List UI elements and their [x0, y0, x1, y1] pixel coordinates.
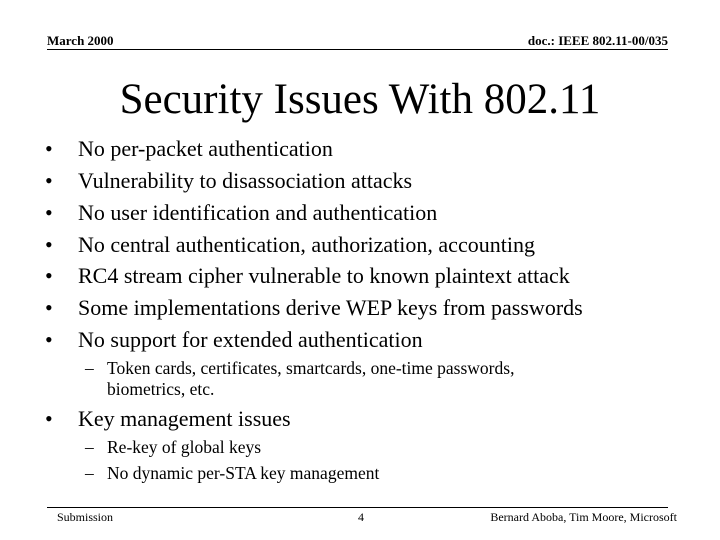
sub-bullet-text: biometrics, etc. — [107, 379, 215, 399]
bullet-marker: • — [45, 200, 53, 225]
bullet-text: No central authentication, authorization, accounting — [78, 232, 535, 257]
bullet-text: Vulnerability to disassociation attacks — [78, 168, 413, 193]
sub-bullet-text: Re-key of global keys — [107, 437, 262, 457]
sub-bullet-text: Token cards, certificates, smartcards, one-time passwords, — [107, 358, 515, 378]
bullet-marker: • — [45, 295, 53, 320]
bullet-text: RC4 stream cipher vulnerable to known plaintext attack — [78, 263, 570, 288]
footer-page-number: 4 — [358, 510, 364, 524]
bullet-marker: • — [45, 168, 53, 193]
bullet-marker: • — [45, 232, 53, 257]
bullet-marker: • — [45, 263, 53, 288]
bullet-text: No support for extended authentication — [78, 327, 423, 352]
header-date: March 2000 — [47, 33, 114, 48]
header-rule — [47, 49, 668, 50]
bullet-text: No per-packet authentication — [78, 136, 333, 161]
bullet-text: Some implementations derive WEP keys from passwords — [78, 295, 583, 320]
bullet-text: No user identification and authentication — [78, 200, 438, 225]
header-doc-id: doc.: IEEE 802.11-00/035 — [527, 33, 668, 48]
bullet-marker: • — [45, 136, 53, 161]
sub-bullet-marker: – — [85, 437, 94, 457]
footer-rule — [47, 507, 668, 508]
sub-bullet-marker: – — [85, 463, 94, 483]
bullet-marker: • — [45, 327, 53, 352]
sub-bullet-marker: – — [85, 358, 94, 378]
sub-bullet-text: No dynamic per-STA key management — [107, 463, 380, 483]
bullet-marker: • — [45, 406, 53, 431]
bullet-text: Key management issues — [78, 406, 291, 431]
slide-title: Security Issues With 802.11 — [119, 76, 601, 123]
footer-authors: Bernard Aboba, Tim Moore, Microsoft — [490, 510, 677, 524]
footer-submission: Submission — [57, 510, 114, 524]
